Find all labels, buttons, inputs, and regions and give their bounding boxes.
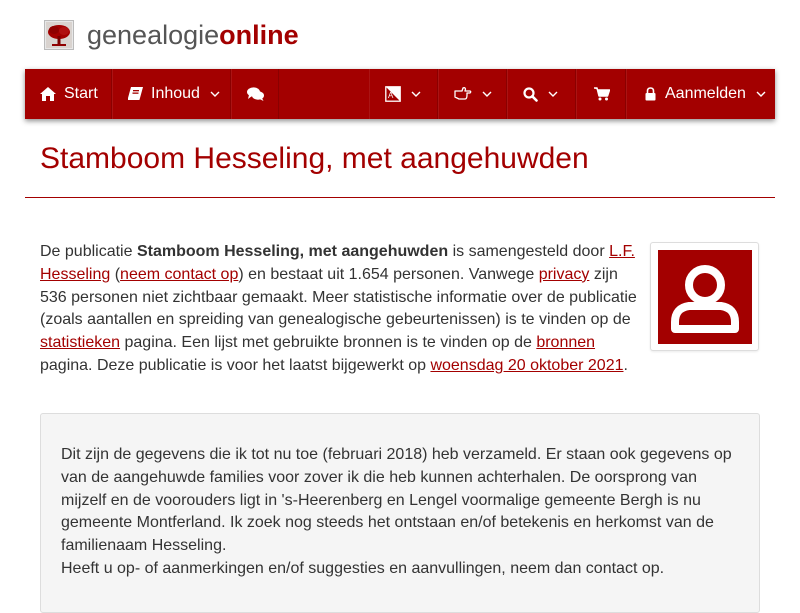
intro-text: De publicatie xyxy=(40,243,137,260)
intro-text: . xyxy=(623,356,628,374)
publication-name: Stamboom Hesseling, met aangehuwden xyxy=(136,243,449,260)
nav-inhoud-label: Inhoud xyxy=(151,85,200,102)
main-navbar xyxy=(25,69,775,119)
brand[interactable] xyxy=(44,18,299,52)
nav-forum[interactable] xyxy=(231,69,279,119)
privacy-link[interactable]: privacy xyxy=(538,265,590,283)
brand-name-part2: online xyxy=(219,20,299,50)
brand-name xyxy=(87,19,299,51)
description-paragraph: Dit zijn de gegevens die ik tot nu toe (februari 2018) heb verzameld. Er staan ook gegevens op van de aangehuwde families voor zover ik die heb kunnen achterhalen. De oorsprong van mijzelf en de voorouders ligt in 's-Heerenberg en Lengel voormalige gemeente Bergh is nu gemeente Montferland. Ik zoek nog steeds het ontstaan en/of betekenis en herkomst van de familienaam Hesseling. xyxy=(61,446,732,555)
description-paragraph: Heeft u op- of aanmerkingen en/of suggesties en aanvullingen, neem dan contact op. xyxy=(61,559,665,577)
translate-icon xyxy=(385,86,401,102)
chevron-down-icon xyxy=(411,91,421,97)
nav-shop[interactable] xyxy=(576,69,626,119)
intro-text: ( xyxy=(110,265,121,283)
nav-start-label: Start xyxy=(64,85,98,102)
author-link[interactable]: L.F. Hesseling xyxy=(40,243,635,283)
sources-link[interactable]: bronnen xyxy=(536,334,596,352)
chevron-down-icon xyxy=(210,91,220,97)
publication-intro xyxy=(40,241,638,378)
chevron-down-icon xyxy=(482,91,492,97)
intro-text: is samengesteld door xyxy=(448,243,610,260)
statistics-link[interactable]: statistieken xyxy=(40,334,121,352)
comments-icon xyxy=(247,87,264,101)
nav-inhoud[interactable] xyxy=(112,69,231,119)
user-avatar-icon xyxy=(658,250,752,344)
svg-text:A: A xyxy=(388,91,394,100)
publication-description xyxy=(40,413,760,613)
nav-aanmelden-label: Aanmelden xyxy=(665,85,746,102)
nav-actions[interactable] xyxy=(438,69,507,119)
intro-text: zijn 536 personen niet zichtbaar gemaakt. Meer statistische informatie over de publicatie (zoals aantallen en spreiding van genealogische gebeurtenissen) is te vinden op de xyxy=(40,265,637,329)
nav-start[interactable] xyxy=(25,69,112,119)
intro-text: pagina. Deze publicatie is voor het laatst bijgewerkt op xyxy=(40,356,431,374)
nav-language[interactable] xyxy=(369,69,438,119)
hand-pointer-icon xyxy=(454,87,472,101)
chevron-down-icon xyxy=(548,91,558,97)
nav-aanmelden[interactable] xyxy=(626,69,775,119)
page-title: Stamboom Hesseling, met aangehuwden xyxy=(40,142,589,175)
cart-icon xyxy=(594,87,610,101)
chevron-down-icon xyxy=(756,91,766,97)
description-text xyxy=(61,444,741,581)
intro-text: pagina. Een lijst met gebruikte bronnen is te vinden op de xyxy=(120,334,537,352)
last-updated-link[interactable]: woensdag 20 oktober 2021 xyxy=(430,356,624,374)
intro-text: ) en bestaat uit 1.654 personen. Vanwege xyxy=(238,265,539,283)
author-avatar[interactable] xyxy=(650,242,759,351)
home-icon xyxy=(40,87,56,101)
brand-name-part1: genealogie xyxy=(87,20,220,50)
lock-icon xyxy=(645,87,656,101)
book-icon xyxy=(128,87,143,101)
contact-link[interactable]: neem contact op xyxy=(120,265,239,283)
tree-icon xyxy=(44,20,74,50)
nav-search[interactable] xyxy=(507,69,576,119)
search-icon xyxy=(523,87,538,102)
title-divider xyxy=(25,197,775,198)
